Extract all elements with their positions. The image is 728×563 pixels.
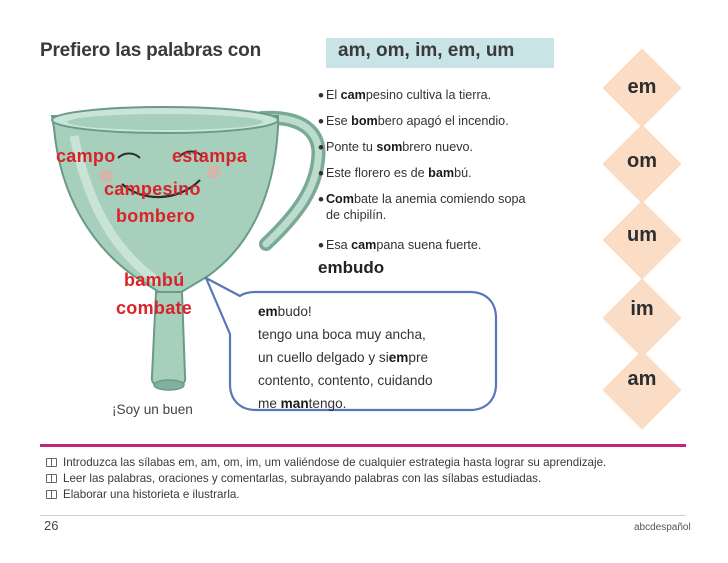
sentence: • Ese bombero apagó el incendio. [318, 112, 509, 131]
funnel-word: campo [56, 146, 116, 166]
syllable-tile-label: om [627, 150, 657, 172]
book-icon [46, 490, 57, 499]
page-title: Prefiero las palabras con [40, 40, 261, 61]
funnel-word: campesino [104, 179, 201, 199]
sentence: • Esa campana suena fuerte. [318, 236, 482, 255]
poem-line: embudo! [258, 304, 312, 319]
instruction-item: Elaborar una historieta e ilustrarla. [46, 488, 240, 501]
sentence: • Este florero es de bambú. [318, 164, 472, 183]
funnel-word: combate [116, 298, 193, 318]
book-icon [46, 458, 57, 467]
syllable-tile-label: um [627, 224, 657, 246]
sentence: • El campesino cultiva la tierra. [318, 86, 492, 105]
poem-line: me mantengo. [258, 396, 347, 411]
poem-line: un cuello delgado y siempre [258, 350, 429, 365]
section-divider [40, 444, 686, 447]
page-number: 26 [44, 518, 59, 533]
speech-start: ¡Soy un buen [112, 402, 193, 417]
poem-title: embudo [318, 258, 385, 277]
sentence: • Combate la anemia comiendo sopa [318, 190, 526, 209]
funnel-word: bombero [116, 206, 196, 226]
syllable-tile-label: em [627, 76, 657, 98]
sentence-continuation: de chipilín. [326, 208, 387, 222]
funnel-word: estampa [172, 146, 248, 166]
brand-label: abcdespañol [634, 522, 691, 533]
syllable-tile-label: am [627, 368, 657, 390]
poem-line: contento, contento, cuidando [258, 373, 433, 388]
funnel-word: bambú [124, 270, 185, 290]
funnel-cone [52, 116, 278, 294]
footer-divider [40, 515, 686, 516]
sentence: • Ponte tu sombrero nuevo. [318, 138, 473, 157]
instruction-item: Leer las palabras, oraciones y comentarlas, subrayando palabras con las sílabas estudiadas. [46, 472, 541, 485]
book-icon [46, 474, 57, 483]
syllable-tile-label: im [630, 298, 654, 320]
title-syllables: am, om, im, em, um [338, 40, 515, 61]
instruction-item: Introduzca las sílabas em, am, om, im, um valiéndose de cualquier estrategia hasta lograr su aprendizaje. [46, 456, 606, 469]
poem-line: tengo una boca muy ancha, [258, 327, 426, 342]
